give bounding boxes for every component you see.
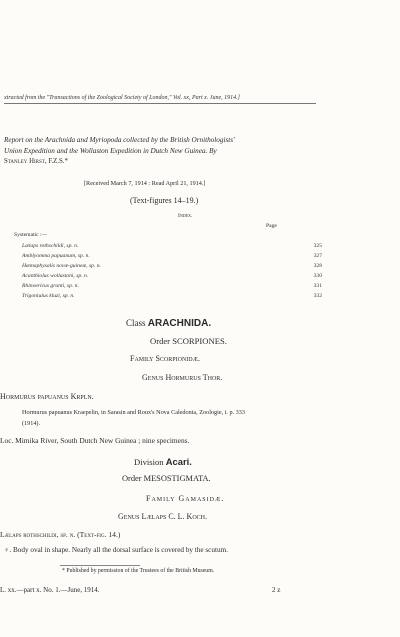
index-entry <box>22 263 322 273</box>
genus-laelaps: Genus Lælaps C. L. Koch. <box>118 512 208 521</box>
index-entry-name: Amblyomma papuanum, sp. n. <box>22 253 90 259</box>
footer-right: 2 z <box>272 586 281 594</box>
index-entry <box>22 283 322 293</box>
species-laelaps: Lælaps rothschildi, sp. n. (Text-fig. 14.) <box>0 530 121 539</box>
order-scorpiones: Order SCORPIONES. <box>150 336 227 346</box>
index-entry-name: Hæmaphysalis novæ-guineæ, sp. n. <box>22 263 101 269</box>
author: Stanley Hirst, F.Z.S.* <box>4 158 68 165</box>
index-systematic: Systematic :— <box>14 232 48 238</box>
index-entry <box>22 273 322 283</box>
index-entry <box>22 243 322 253</box>
index-entry <box>22 253 322 263</box>
reference-line-2: (1914). <box>22 420 41 427</box>
division-name: Acari. <box>165 456 192 467</box>
title-line-2: Union Expedition and the Wollaston Expedition in Dutch New Guinea. By <box>4 147 217 155</box>
index-entry-name: Acanthiolus wollastoni, sp. n. <box>22 273 89 279</box>
text-figures: (Text-figures 14–19.) <box>130 196 199 205</box>
description-line: ♀. Body oval in shape. Nearly all the dorsal surface is covered by the scutum. <box>4 546 228 554</box>
index-entry-page: 325 <box>313 243 322 249</box>
index-entry-page: 332 <box>313 293 322 299</box>
index-entry-page: 331 <box>313 283 322 289</box>
index-entry-name: Trigoniulus kluzi, sp. n. <box>22 293 75 299</box>
extract-header: xtracted from the "Transactions of the Zoological Society of London," Vol. xx, Part x. June, 1914.] <box>4 95 240 101</box>
class-prefix: Class <box>126 318 146 328</box>
index-entry-page: 328 <box>313 263 322 269</box>
title-line-1: Report on the Arachnida and Myriopoda collected by the British Ornithologists' <box>4 136 235 144</box>
index-entry-page: 330 <box>313 273 322 279</box>
footer-left: L. xx.—part x. No. 1.—June, 1914. <box>0 586 100 594</box>
family-scorpionidae: Family Scorpionidæ. <box>130 354 200 363</box>
index-page-label: Page <box>266 223 277 229</box>
received-line: [Received March 7, 1914 : Read April 21, 1914.] <box>84 180 206 187</box>
index-heading: Index. <box>178 213 193 219</box>
class-name: ARACHNIDA. <box>147 318 212 329</box>
class-heading <box>126 318 211 329</box>
index-entry <box>22 293 322 303</box>
index-entry-name: Lælaps rothschildi, sp. n. <box>22 243 79 249</box>
division-prefix: Division <box>134 457 164 467</box>
index-entry-page: 327 <box>313 253 322 259</box>
family-gamasidae: Family Gamasidæ. <box>146 494 225 503</box>
footnote: * Published by permission of the Trustees of the British Museum. <box>62 568 215 574</box>
header-rule <box>4 103 316 104</box>
footnote-rule <box>60 565 140 566</box>
index-entry-name: Rhinoericus granti, sp. n. <box>22 283 79 289</box>
order-mesostigmata: Order MESOSTIGMATA. <box>122 474 211 483</box>
locality-line: Loc. Mimika River, South Dutch New Guinea ; nine specimens. <box>0 436 190 445</box>
reference-line-1: Hormurus papuanus Kraepelin, in Sarasin and Roux's Nova Caledonia, Zoologie, i. p. 333 <box>22 409 245 416</box>
species-hormurus: Hormurus papuanus Krpln. <box>0 392 94 401</box>
genus-hormurus: Genus Hormurus Thor. <box>142 373 223 382</box>
division-heading <box>134 456 192 467</box>
